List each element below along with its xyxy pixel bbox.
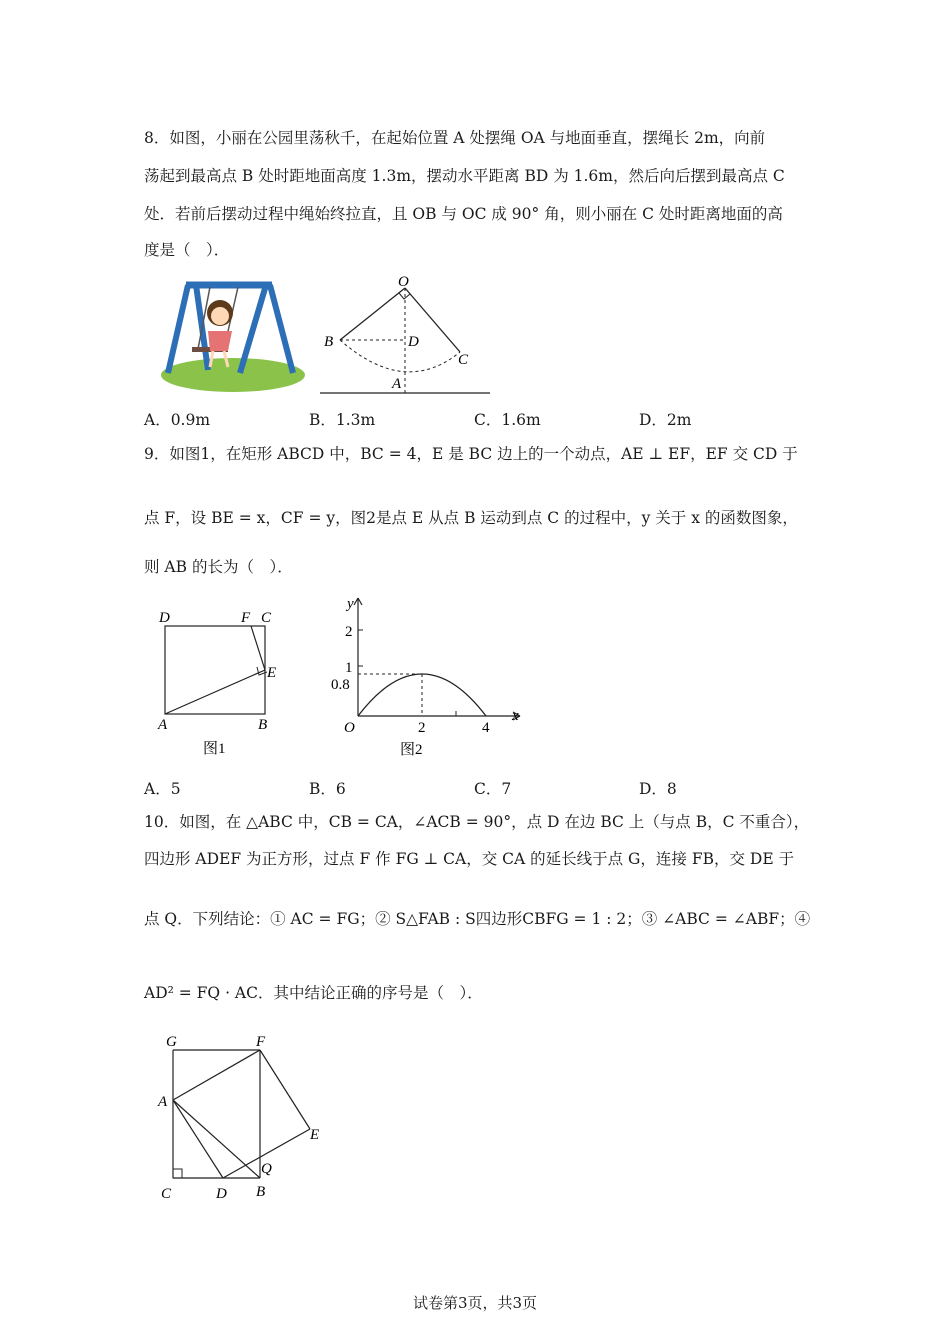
fig1-label-d: D: [159, 610, 170, 626]
q9-option-d[interactable]: D．8: [639, 780, 677, 798]
fig2-caption: 图2: [400, 742, 423, 758]
sq-label-b: B: [256, 1184, 266, 1200]
q10-line-3: 点 Q．下列结论：① AC = FG；② S△FAB : S四边形CBFG = 1 : 2；③ ∠ABC = ∠ABF；④: [144, 910, 811, 928]
fig2-tick-y08: 0.8: [331, 677, 350, 693]
pendulum-diagram: [318, 272, 498, 397]
label-o: O: [398, 274, 409, 290]
q8-line-1: 8．如图，小丽在公园里荡秋千，在起始位置 A 处摆绳 OA 与地面垂直，摆绳长 2m，向前: [144, 129, 766, 147]
square-triangle-diagram: [152, 1028, 337, 1206]
sq-label-d: D: [216, 1186, 227, 1202]
label-b: B: [324, 334, 334, 350]
q8-option-a[interactable]: A．0.9m: [144, 411, 211, 429]
fig2-tick-y2: 2: [345, 624, 353, 640]
sq-label-q: Q: [261, 1161, 272, 1177]
fig1-label-a: A: [158, 717, 168, 733]
fig1-label-e: E: [267, 665, 277, 681]
fig2-y-axis-label: y: [347, 596, 354, 612]
q9-line-1: 9．如图1，在矩形 ABCD 中，BC = 4，E 是 BC 边上的一个动点，AE ⊥ EF，EF 交 CD 于: [144, 445, 798, 463]
sq-label-f: F: [256, 1034, 266, 1050]
q10-line-1: 10．如图，在 △ABC 中，CB = CA，∠ACB = 90°，点 D 在边 BC 上（与点 B，C 不重合），: [144, 813, 810, 831]
fig2-tick-y1: 1: [345, 660, 353, 676]
q10-line-2: 四边形 ADEF 为正方形，过点 F 作 FG ⊥ CA，交 CA 的延长线于点 G，连接 FB，交 DE 于: [144, 850, 795, 868]
sq-label-g: G: [166, 1034, 177, 1050]
q8-option-c[interactable]: C．1.6m: [474, 411, 541, 429]
page-footer: 试卷第3页，共3页: [412, 1294, 538, 1312]
q8-line-3: 处．若前后摆动过程中绳始终拉直，且 OB 与 OC 成 90° 角，则小丽在 C 处时距离地面的高: [144, 205, 783, 223]
fig2-origin: O: [344, 720, 355, 736]
fig2-tick-x2: 2: [418, 720, 426, 736]
fig1-caption: 图1: [203, 741, 226, 757]
fig1-label-f: F: [241, 610, 251, 626]
figure-2-graph: [328, 592, 533, 762]
q9-option-a[interactable]: A．5: [144, 780, 181, 798]
sq-label-e: E: [310, 1127, 320, 1143]
sq-label-c: C: [161, 1186, 172, 1202]
sq-label-a: A: [158, 1094, 168, 1110]
q8-line-2: 荡起到最高点 B 处时距地面高度 1.3m，摆动水平距离 BD 为 1.6m，然后向后摆到最高点 C: [144, 167, 785, 185]
q8-line-4: 度是（ ）．: [144, 241, 230, 259]
q8-option-b[interactable]: B．1.3m: [309, 411, 376, 429]
fig1-label-b: B: [258, 717, 268, 733]
q9-option-c[interactable]: C．7: [474, 780, 512, 798]
fig1-label-c: C: [261, 610, 272, 626]
q9-line-2: 点 F，设 BE = x，CF = y，图2是点 E 从点 B 运动到点 C 的过程中，y 关于 x 的函数图象，: [144, 509, 798, 527]
label-c: C: [458, 352, 469, 368]
q9-option-b[interactable]: B．6: [309, 780, 346, 798]
fig2-tick-x4: 4: [482, 720, 490, 736]
q10-line-4: AD² = FQ · AC．其中结论正确的序号是（ ）．: [144, 984, 483, 1002]
label-d: D: [408, 334, 419, 350]
label-a: A: [392, 376, 402, 392]
swing-illustration: [158, 275, 308, 393]
q9-line-3: 则 AB 的长为（ ）．: [144, 558, 293, 576]
q8-option-d[interactable]: D．2m: [639, 411, 692, 429]
figure-1-rectangle: [155, 605, 285, 760]
fig2-x-axis-label: x: [512, 708, 519, 724]
